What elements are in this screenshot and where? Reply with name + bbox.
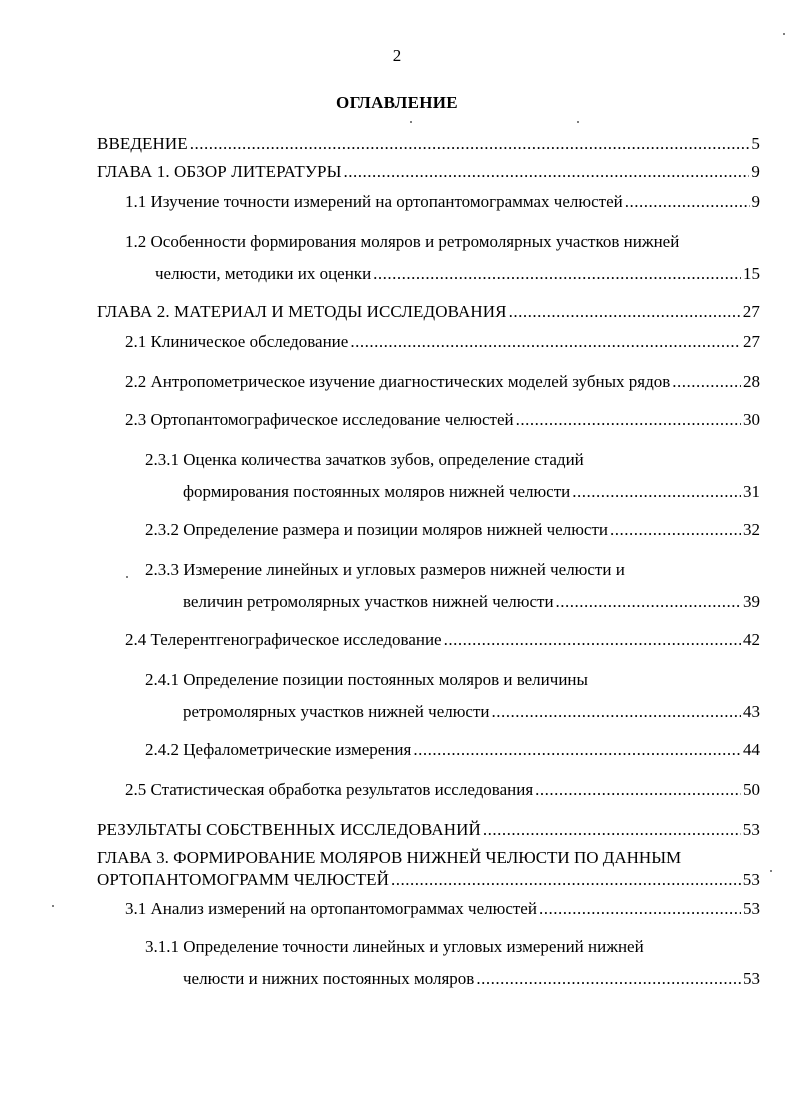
toc-leader	[344, 161, 750, 183]
toc-entry-text: ГЛАВА 1. ОБЗОР ЛИТЕРАТУРЫ	[97, 162, 342, 181]
toc-leader	[413, 739, 741, 761]
toc-entry	[97, 869, 760, 891]
toc-entry	[155, 263, 760, 285]
toc-leader	[483, 819, 741, 841]
toc-entry	[145, 739, 760, 761]
toc-leader	[535, 779, 741, 801]
scan-speck	[577, 121, 579, 123]
toc-entry-page: 39	[743, 592, 760, 611]
toc-leader	[572, 481, 741, 503]
toc-entry-text: 2.4.2 Цефалометрические измерения	[145, 740, 412, 759]
toc-leader	[539, 898, 741, 920]
toc-leader	[476, 968, 741, 990]
toc-entry-text: 2.1 Клиническое обследование	[125, 332, 349, 351]
toc-entry-text: РЕЗУЛЬТАТЫ СОБСТВЕННЫХ ИССЛЕДОВАНИЙ	[97, 820, 481, 839]
toc-entry-page: 27	[742, 302, 760, 321]
toc-entry-text: ВВЕДЕНИЕ	[97, 134, 188, 153]
toc-leader	[190, 133, 750, 155]
toc-leader	[625, 191, 750, 213]
toc-entry-page: 53	[742, 820, 760, 839]
toc-entry-page: 53	[743, 899, 760, 918]
toc-entry-page: 53	[743, 969, 760, 988]
toc-entry-text: величин ретромолярных участков нижней челюсти	[183, 592, 554, 611]
toc-entry-text: ретромолярных участков нижней челюсти	[183, 702, 490, 721]
toc-entry	[125, 898, 760, 920]
toc-entry	[125, 371, 760, 393]
toc-entry	[97, 133, 760, 155]
toc-leader	[672, 371, 741, 393]
toc-entry-text-line1: 2.3.3 Измерение линейных и угловых размеров нижней челюсти и	[145, 560, 625, 579]
toc-entry	[183, 968, 760, 990]
toc-entry-text: 3.1 Анализ измерений на ортопантомограммах челюстей	[125, 899, 537, 918]
toc-entry-text: формирования постоянных моляров нижней челюсти	[183, 482, 571, 501]
toc-entry	[97, 161, 760, 183]
toc-entry-page: 28	[743, 372, 760, 391]
toc-entry	[97, 301, 760, 323]
toc-entry	[183, 701, 760, 723]
toc-leader	[610, 519, 741, 541]
toc-entry-page: 15	[743, 264, 760, 283]
scan-speck	[410, 121, 412, 123]
toc-entry-page: 9	[751, 162, 760, 181]
toc-entry	[125, 191, 760, 213]
toc-entry-page: 9	[751, 192, 760, 211]
toc-entry	[125, 779, 760, 801]
toc-entry-text-line1: 1.2 Особенности формирования моляров и ретромолярных участков нижней	[125, 232, 680, 251]
toc-entry-text: 1.1 Изучение точности измерений на ортопантомограммах челюстей	[125, 192, 623, 211]
toc-leader	[391, 869, 741, 891]
toc-title: ОГЛАВЛЕНИЕ	[336, 93, 458, 112]
toc-entry	[183, 481, 760, 503]
toc-leader	[509, 301, 741, 323]
toc-entry-page: 5	[751, 134, 760, 153]
toc-entry-page: 53	[742, 870, 760, 889]
toc-entry-text-line1: 2.4.1 Определение позиции постоянных моляров и величины	[145, 670, 588, 689]
toc-entry-text: челюсти, методики их оценки	[155, 264, 372, 283]
toc-entry-text: 2.3 Ортопантомографическое исследование челюстей	[125, 410, 514, 429]
scan-speck	[52, 905, 54, 907]
toc-entry-page: 32	[743, 520, 760, 539]
toc-entry	[97, 819, 760, 841]
toc-entry	[125, 331, 760, 353]
toc-entry-text-line1: 3.1.1 Определение точности линейных и угловых измерений нижней	[145, 937, 644, 956]
toc-entry-page: 31	[743, 482, 760, 501]
toc-entry	[125, 409, 760, 431]
toc-entry-text: 2.4 Телерентгенографическое исследование	[125, 630, 442, 649]
toc-entry-page: 43	[743, 702, 760, 721]
toc-entry-page: 27	[743, 332, 760, 351]
toc-entry-text: челюсти и нижних постоянных моляров	[183, 969, 475, 988]
toc-entry-text: ОРТОПАНТОМОГРАММ ЧЕЛЮСТЕЙ	[97, 870, 389, 889]
scan-speck	[126, 576, 128, 578]
toc-entry-text-line1: ГЛАВА 3. ФОРМИРОВАНИЕ МОЛЯРОВ НИЖНЕЙ ЧЕЛЮСТИ ПО ДАННЫМ	[97, 848, 682, 867]
toc-leader	[373, 263, 741, 285]
toc-entry-page: 50	[743, 780, 760, 799]
toc-entry-page: 30	[743, 410, 760, 429]
page-number: 2	[392, 46, 402, 65]
toc-entry-text-line1: 2.3.1 Оценка количества зачатков зубов, определение стадий	[145, 450, 584, 469]
scan-speck	[770, 870, 772, 872]
toc-leader	[516, 409, 741, 431]
toc-leader	[444, 629, 741, 651]
toc-entry	[145, 519, 760, 541]
toc-entry-text: 2.2 Антропометрическое изучение диагностических моделей зубных рядов	[125, 372, 671, 391]
toc-entry	[125, 629, 760, 651]
toc-entry-text: ГЛАВА 2. МАТЕРИАЛ И МЕТОДЫ ИССЛЕДОВАНИЯ	[97, 302, 507, 321]
toc-entry-page: 42	[743, 630, 760, 649]
toc-entry-page: 44	[743, 740, 760, 759]
toc-leader	[556, 591, 741, 613]
toc-entry-text: 2.5 Статистическая обработка результатов исследования	[125, 780, 534, 799]
toc-entry-text: 2.3.2 Определение размера и позиции моляров нижней челюсти	[145, 520, 608, 539]
toc-entry	[183, 591, 760, 613]
scan-speck	[783, 33, 785, 35]
toc-leader	[492, 701, 742, 723]
toc-leader	[350, 331, 741, 353]
